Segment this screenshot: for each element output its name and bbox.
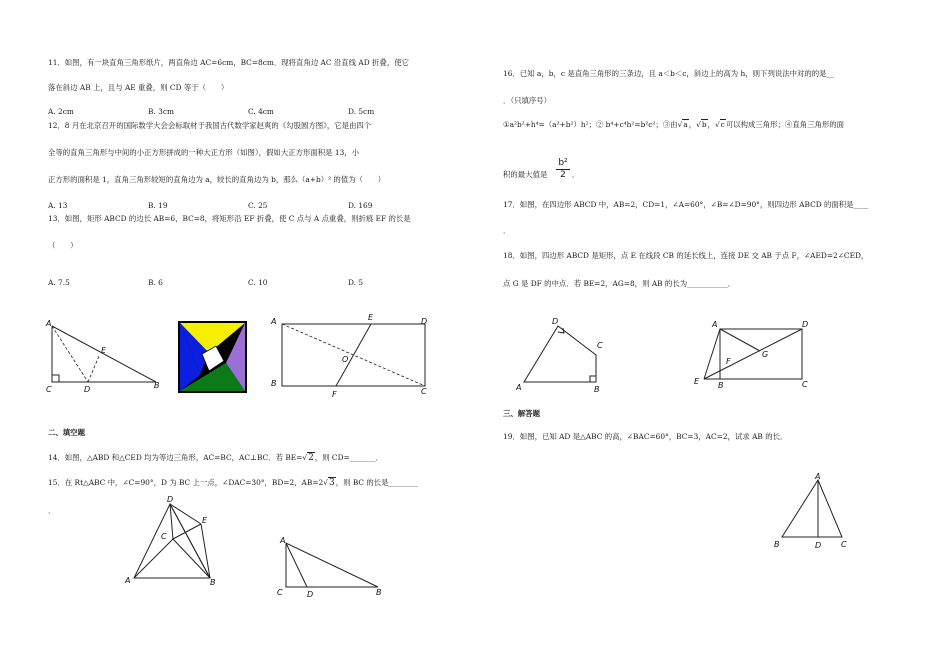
- q16-line3-a: ①a²b²+h⁴=（a²+b²）h²；② b⁴+c⁴h²=b²c²；③由: [503, 120, 678, 129]
- q13-line2: （ ）: [48, 241, 78, 250]
- q19-text: 19．如图，已知 AD 是△ABC 的高，∠BAC=60°，BC=3，AC=2，试求 AB 的长．: [503, 432, 788, 441]
- figure-q15-right-triangle: [274, 534, 386, 600]
- q16-line4-a: 积的最大值是: [503, 170, 548, 179]
- q15-sqrt: √3: [323, 478, 335, 488]
- fig14-label-e: E: [202, 516, 208, 525]
- q11-option-a: A. 2cm: [48, 107, 74, 116]
- fig18-label-e: E: [694, 377, 700, 386]
- q13-option-a: A. 7.5: [48, 278, 70, 287]
- q13-line1: 13．如图，矩形 ABCD 的边长 AB=6，BC=8，将矩形沿 EF 折叠，使 C 点与 A 点重叠，则折痕 EF 的长是: [48, 214, 411, 223]
- q14-root: 2: [308, 453, 314, 463]
- q12-option-a: A. 13: [48, 201, 68, 210]
- fig11-label-d: D: [84, 385, 91, 394]
- fig17-label-a: A: [516, 383, 522, 392]
- q15-end-dot: ．: [48, 506, 56, 515]
- q15-root: 3: [328, 478, 335, 488]
- q16-line1: 16．已知 a，b，c 是直角三角形的三条边，且 a＜b＜c，斜边上的高为 h，则下列说法中对的的是__: [503, 69, 834, 78]
- q12-option-c: C. 25: [248, 201, 268, 210]
- q11-line1: 11．如图，有一块直角三角形纸片，两直角边 AC=6cm，BC=8cm．现将直角边 AC 沿直线 AD 折叠，使它: [48, 58, 409, 67]
- figure-q13-rectangle: [268, 313, 438, 398]
- fig15-label-b: B: [376, 588, 382, 597]
- q16-fraction-num: b²: [556, 158, 570, 170]
- q13-option-d: D. 5: [348, 278, 364, 287]
- q17-line2: ．: [503, 226, 511, 235]
- fig13-label-b: B: [271, 379, 277, 388]
- fig11-label-a: A: [46, 319, 52, 328]
- q14-text-tail: ，则 CD=_______．: [314, 453, 383, 462]
- q15-text-tail: ，则 BC 的长是________: [335, 478, 419, 487]
- figure-q19-triangle: [768, 470, 858, 552]
- q16-line4-b: ．: [572, 170, 580, 179]
- fig13-label-c: C: [421, 387, 427, 396]
- fig19-label-a: A: [815, 472, 821, 481]
- q12-option-d: D. 169: [348, 201, 373, 210]
- q12-line1: 12．8 月在北京召开的国际数学大会会标取材于我国古代数学家赵爽的《勾股圆方图》，它是由四个: [48, 121, 372, 130]
- figure-q18-rectangle: [690, 316, 818, 392]
- fig13-label-a: A: [271, 317, 277, 326]
- q11-option-d: D. 5cm: [348, 107, 375, 116]
- q15-text-main: 15．在 Rt△ABC 中，∠C=90°，D 为 BC 上一点，∠DAC=30°，BD=2，AB=2: [48, 478, 324, 487]
- q16-fraction-den: 2: [560, 170, 566, 180]
- fig19-label-c: C: [841, 540, 847, 549]
- fig11-label-e: E: [101, 346, 107, 355]
- q14-text-main: 14．如图，△ABD 和△CED 均为等边三角形，AC=BC，AC⊥BC．若 BE=: [48, 453, 303, 462]
- figure-q17-quadrilateral: [512, 312, 608, 396]
- q12-line3: 正方形的面积是 1，直角三角形较短的直角边为 a，较长的直角边为 b，那么（a+b）² 的值为（ ）: [48, 175, 386, 184]
- q12-option-b: B. 19: [148, 201, 168, 210]
- fig18-label-g: G: [762, 350, 769, 359]
- q13-option-c: C. 10: [248, 278, 268, 287]
- fig17-label-b: B: [594, 385, 600, 394]
- fig13-label-o: O: [342, 355, 349, 364]
- fig18-label-f: F: [726, 357, 731, 366]
- q17-line1: 17．如图，在四边形 ABCD 中，AB=2，CD=1，∠A=60°，∠B=∠D=90°，则四边形 ABCD 的面积是____: [503, 200, 869, 209]
- figure-q14-triangles: [120, 495, 230, 587]
- figure-q11-triangle: [44, 318, 164, 394]
- fig14-label-c: C: [161, 532, 167, 541]
- fig13-label-f: F: [332, 390, 337, 399]
- section-answer-heading: 三、解答题: [503, 409, 540, 418]
- fig14-label-a: A: [125, 576, 131, 585]
- q11-option-c: C. 4cm: [248, 107, 274, 116]
- fig18-label-d: D: [802, 320, 809, 329]
- fig15-label-c: C: [277, 588, 283, 597]
- q14-sqrt: √2: [302, 453, 314, 463]
- fig17-label-d: D: [552, 317, 559, 326]
- fig14-label-d: D: [167, 495, 174, 504]
- q16-fraction: [556, 158, 570, 181]
- q18-line2: 点 G 是 DF 的中点．若 BE=2，AG=8，则 AB 的长为___________．: [503, 279, 736, 288]
- q16-root-c: c: [720, 120, 725, 129]
- fig18-label-b: B: [718, 381, 724, 390]
- fig11-label-b: B: [154, 381, 160, 390]
- q12-line2: 全等的直角三角形与中间的小正方形拼成的一种大正方形（如图），假如大正方形面积是 13，小: [48, 148, 360, 157]
- fig11-label-c: C: [46, 385, 52, 394]
- fig19-label-b: B: [774, 540, 780, 549]
- fig15-label-a: A: [280, 536, 286, 545]
- fig18-label-a: A: [712, 320, 718, 329]
- fig15-label-d: D: [307, 590, 314, 599]
- q18-line1: 18．如图，四边形 ABCD 是矩形，点 E 在线段 CB 的延长线上，连接 DE 交 AB 于点 F，∠AED=2∠CED，: [503, 251, 869, 260]
- q11-line2: 落在斜边 AB 上，且与 AE 重叠，则 CD 等于（ ）: [48, 83, 229, 92]
- fig13-label-d: D: [421, 317, 428, 326]
- section-fill-in-heading: 二、填空题: [48, 428, 85, 437]
- q14-text: [48, 453, 383, 463]
- fig13-label-e: E: [368, 313, 374, 322]
- fig14-label-b: B: [210, 578, 216, 587]
- figure-q12-zhao-shuang-square: [178, 321, 247, 393]
- fig17-label-c: C: [597, 341, 603, 350]
- q11-option-b: B. 3cm: [148, 107, 174, 116]
- q16-line3: ①a²b²+h⁴=（a²+b²）h²；② b⁴+c⁴h²=b²c²；③由√a，√b，√c可以构成三角形；④直角三角形的面: [503, 120, 845, 129]
- q13-option-b: B. 6: [148, 278, 163, 287]
- fig19-label-d: D: [815, 541, 822, 550]
- fig18-label-c: C: [802, 380, 808, 389]
- q15-text: [48, 478, 418, 488]
- q16-line3-b: 可以构成三角形；④直角三角形的面: [725, 120, 845, 129]
- q16-line2: ．（只填序号）: [503, 96, 552, 105]
- q16-root-b: b: [701, 120, 707, 129]
- q16-root-a: a: [683, 120, 688, 129]
